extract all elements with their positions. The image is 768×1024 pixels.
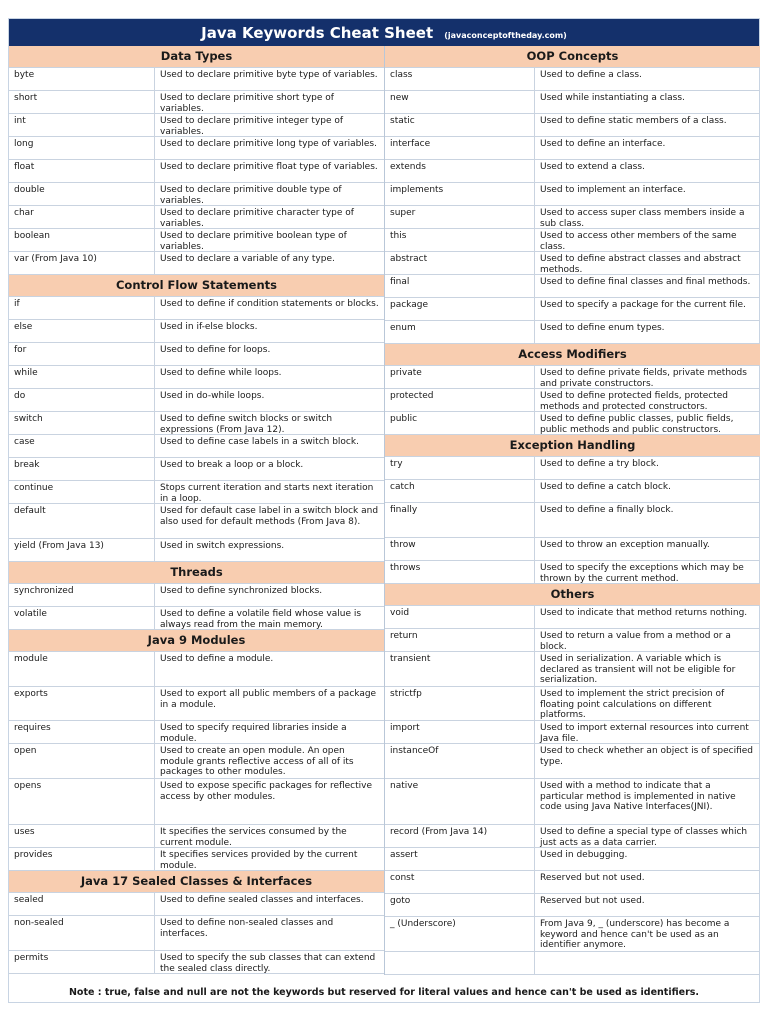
keyword-row-short: [9, 91, 384, 114]
keyword-row-switch: [9, 412, 384, 435]
description-cell: Used to define static members of a class.: [540, 116, 727, 126]
keyword-cell: instanceOf: [385, 744, 535, 778]
keyword-cell: return: [385, 629, 535, 651]
description-cell: Used to define public classes, public fields, public methods and public constructors.: [540, 414, 734, 434]
description-cell: Used to access other members of the same class.: [540, 231, 737, 251]
keyword-row-else: [9, 320, 384, 343]
description-cell: Stops current iteration and starts next iteration in a loop.: [160, 483, 374, 503]
section-header-access-modifiers: Access Modifiers: [385, 344, 760, 366]
keyword-cell: public: [385, 412, 535, 434]
keyword-row-assert: [385, 848, 760, 871]
description-cell: Used to define a catch block.: [540, 482, 671, 492]
description-cell: Reserved but not used.: [540, 896, 645, 906]
keyword-cell: protected: [385, 389, 535, 411]
keyword-cell: open: [9, 744, 155, 778]
keyword-row-interface: [385, 137, 760, 160]
description-cell: Used to declare primitive long type of variables.: [160, 139, 377, 149]
description-cell: Used to specify the sub classes that can extend the sealed class directly.: [160, 953, 376, 973]
keyword-row-break: [9, 458, 384, 481]
keyword-cell: final: [385, 275, 535, 297]
keyword-cell: native: [385, 779, 535, 824]
keyword-cell: transient: [385, 652, 535, 686]
keyword-row-boolean: [9, 229, 384, 252]
footer-note: Note : true, false and null are not the keywords but reserved for literal values and hence can't be used as identifiers.: [68, 987, 700, 998]
description-cell: Used to define enum types.: [540, 323, 665, 333]
keyword-row-final: [385, 275, 760, 298]
keyword-cell: uses: [9, 825, 155, 847]
keyword-cell: implements: [385, 183, 535, 205]
keyword-row-float: [9, 160, 384, 183]
section-header-others: Others: [385, 584, 760, 606]
description-cell: Used to check whether an object is of specified type.: [540, 746, 753, 767]
keyword-row-long: [9, 137, 384, 160]
keyword-row-import: [385, 721, 760, 744]
description-cell: Used to define private fields, private methods and private constructors.: [540, 368, 747, 388]
keyword-cell: throw: [385, 538, 535, 560]
description-cell: From Java 9, _ (underscore) has become a keyword and hence can't be used as an identifier anymore.: [540, 919, 730, 950]
keyword-cell: requires: [9, 721, 155, 743]
keyword-cell: non-sealed: [9, 916, 155, 950]
keyword-row-finally: [385, 503, 760, 538]
keyword-cell: continue: [9, 481, 155, 503]
keyword-cell: permits: [9, 951, 155, 973]
keyword-row-strictfp: [385, 687, 760, 721]
left-column: [9, 46, 384, 974]
keyword-cell: record (From Java 14): [385, 825, 535, 847]
keyword-cell: boolean: [9, 229, 155, 251]
description-cell: Used to access super class members inside a sub class.: [540, 208, 745, 228]
description-cell: Used to define synchronized blocks.: [160, 586, 323, 596]
keyword-row-package: [385, 298, 760, 321]
section-header-data-types: Data Types: [9, 46, 384, 68]
keyword-cell: default: [9, 504, 155, 538]
description-cell: Used to define non-sealed classes and interfaces.: [160, 918, 334, 939]
description-cell: Used while instantiating a class.: [540, 93, 685, 103]
keyword-row-extends: [385, 160, 760, 183]
description-cell: Used to specify a package for the current file.: [540, 300, 746, 310]
keyword-cell: try: [385, 457, 535, 479]
section-header-control-flow-statements: Control Flow Statements: [9, 275, 384, 297]
keyword-row-transient: [385, 652, 760, 687]
keyword-row-module: [9, 652, 384, 687]
description-cell: Used to define a try block.: [540, 459, 659, 469]
keyword-row-provides: [9, 848, 384, 871]
keyword-cell: do: [9, 389, 155, 411]
keyword-cell: void: [385, 606, 535, 628]
keyword-row-new: [385, 91, 760, 114]
keyword-row-default: [9, 504, 384, 539]
description-cell: Used to define switch blocks or switch expressions (From Java 12).: [160, 414, 333, 434]
description-cell: Used to export all public members of a package in a module.: [160, 689, 377, 710]
description-cell: Used in serialization. A variable which is declared as transient will not be eligible for serialization.: [540, 654, 736, 685]
keyword-row-record-from-java-14: [385, 825, 760, 848]
keyword-cell: import: [385, 721, 535, 743]
keyword-row-implements: [385, 183, 760, 206]
description-cell: Used to import external resources into current Java file.: [540, 723, 749, 743]
keyword-row-private: [385, 366, 760, 389]
keyword-cell: strictfp: [385, 687, 535, 720]
description-cell: Used to throw an exception manually.: [540, 540, 710, 550]
keyword-cell: new: [385, 91, 535, 113]
section-header-threads: Threads: [9, 562, 384, 584]
description-cell: Used to define case labels in a switch block.: [160, 437, 359, 447]
keyword-row-while: [9, 366, 384, 389]
keyword-row-void: [385, 606, 760, 629]
description-cell: Used to define final classes and final methods.: [540, 277, 751, 287]
description-cell: Used to define a class.: [540, 70, 642, 80]
description-cell: Used in if-else blocks.: [160, 322, 258, 332]
keyword-cell: sealed: [9, 893, 155, 915]
keyword-cell: package: [385, 298, 535, 320]
description-cell: Used to specify the exceptions which may be thrown by the current method.: [540, 563, 744, 583]
keyword-cell: extends: [385, 160, 535, 182]
keyword-cell: throws: [385, 561, 535, 583]
page-header: [9, 19, 759, 46]
keyword-row-byte: [9, 68, 384, 91]
keyword-row-case: [9, 435, 384, 458]
keyword-row-super: [385, 206, 760, 229]
description-cell: Used to expose specific packages for reflective access by other modules.: [160, 781, 373, 802]
keyword-row-blank: [385, 952, 760, 975]
keyword-row-catch: [385, 480, 760, 503]
keyword-row-opens: [9, 779, 384, 825]
description-cell: Used to define a special type of classes which just acts as a data carrier.: [540, 827, 748, 847]
keyword-row-uses: [9, 825, 384, 848]
keyword-cell: const: [385, 871, 535, 893]
keyword-cell: short: [9, 91, 155, 113]
keyword-row-non-sealed: [9, 916, 384, 951]
description-cell: Used to define if condition statements or blocks.: [160, 299, 379, 309]
keyword-row-protected: [385, 389, 760, 412]
description-cell: [535, 952, 760, 974]
keyword-cell: case: [9, 435, 155, 457]
description-cell: Used in debugging.: [540, 850, 628, 860]
keyword-row-const: [385, 871, 760, 894]
keyword-cell: enum: [385, 321, 535, 343]
keyword-cell: provides: [9, 848, 155, 870]
keyword-cell: static: [385, 114, 535, 136]
keyword-cell: long: [9, 137, 155, 159]
description-cell: Used in do-while loops.: [160, 391, 265, 401]
description-cell: It specifies services provided by the current module.: [160, 850, 358, 870]
keyword-cell: break: [9, 458, 155, 480]
keyword-row-if: [9, 297, 384, 320]
keyword-row-public: [385, 412, 760, 435]
description-cell: Used for default case label in a switch block and also used for default methods (From Java 8).: [160, 506, 379, 527]
keyword-row-char: [9, 206, 384, 229]
keyword-cell: [385, 952, 535, 974]
keyword-cell: switch: [9, 412, 155, 434]
right-column: [384, 46, 760, 975]
description-cell: Used to break a loop or a block.: [160, 460, 304, 470]
description-cell: Used to define sealed classes and interfaces.: [160, 895, 364, 905]
keyword-cell: class: [385, 68, 535, 90]
description-cell: Used to define an interface.: [540, 139, 666, 149]
keyword-cell: interface: [385, 137, 535, 159]
keyword-cell: finally: [385, 503, 535, 537]
description-cell: Used to extend a class.: [540, 162, 645, 172]
keyword-cell: super: [385, 206, 535, 228]
description-cell: Used with a method to indicate that a particular method is implemented in native code using Java Native Interfaces(JNI).: [540, 781, 736, 812]
description-cell: Used to define a module.: [160, 654, 274, 664]
section-header-oop-concepts: OOP Concepts: [385, 46, 760, 68]
description-cell: Used to declare primitive boolean type of variables.: [160, 231, 347, 251]
description-cell: Used to indicate that method returns nothing.: [540, 608, 748, 618]
description-cell: Used to declare primitive short type of variables.: [160, 93, 334, 113]
page-title: Java Keywords Cheat Sheet: [201, 24, 434, 42]
keyword-cell: goto: [385, 894, 535, 916]
keyword-row-throws: [385, 561, 760, 584]
description-cell: Used to define a volatile field whose value is always read from the main memory.: [160, 609, 362, 629]
keyword-row-synchronized: [9, 584, 384, 607]
keyword-row-return: [385, 629, 760, 652]
description-cell: Reserved but not used.: [540, 873, 645, 883]
keyword-cell: char: [9, 206, 155, 228]
keyword-cell: else: [9, 320, 155, 342]
keyword-row-goto: [385, 894, 760, 917]
keyword-row-var-from-java-10: [9, 252, 384, 275]
keyword-cell: catch: [385, 480, 535, 502]
keyword-cell: module: [9, 652, 155, 686]
keyword-row-throw: [385, 538, 760, 561]
description-cell: Used in switch expressions.: [160, 541, 285, 551]
keyword-row-yield-from-java-13: [9, 539, 384, 562]
description-cell: Used to define protected fields, protected methods and protected constructors.: [540, 391, 729, 411]
keyword-cell: volatile: [9, 607, 155, 629]
keyword-row-double: [9, 183, 384, 206]
keyword-row-do: [9, 389, 384, 412]
keyword-row-requires: [9, 721, 384, 744]
keyword-row-underscore: [385, 917, 760, 952]
keyword-row-instanceof: [385, 744, 760, 779]
section-header-java-17-sealed-classes-interfaces: Java 17 Sealed Classes & Interfaces: [9, 871, 384, 893]
keyword-row-class: [385, 68, 760, 91]
section-header-exception-handling: Exception Handling: [385, 435, 760, 457]
keyword-cell: float: [9, 160, 155, 182]
keyword-row-abstract: [385, 252, 760, 275]
description-cell: Used to define for loops.: [160, 345, 271, 355]
keyword-cell: _ (Underscore): [385, 917, 535, 951]
keyword-cell: if: [9, 297, 155, 319]
keyword-cell: private: [385, 366, 535, 388]
description-cell: Used to implement an interface.: [540, 185, 686, 195]
keyword-row-enum: [385, 321, 760, 344]
keyword-cell: int: [9, 114, 155, 136]
description-cell: Used to create an open module. An open module grants reflective access of all of its packages to other modules.: [160, 746, 354, 777]
keyword-row-int: [9, 114, 384, 137]
keyword-row-exports: [9, 687, 384, 721]
keyword-row-continue: [9, 481, 384, 504]
description-cell: Used to return a value from a method or a block.: [540, 631, 731, 651]
description-cell: Used to declare primitive float type of variables.: [160, 162, 378, 172]
description-cell: Used to specify required libraries inside a module.: [160, 723, 347, 743]
description-cell: It specifies the services consumed by the current module.: [160, 827, 347, 847]
description-cell: Used to declare a variable of any type.: [160, 254, 335, 264]
keyword-row-sealed: [9, 893, 384, 916]
description-cell: Used to declare primitive byte type of variables.: [160, 70, 378, 80]
keyword-cell: exports: [9, 687, 155, 720]
description-cell: Used to declare primitive character type of variables.: [160, 208, 354, 228]
keyword-row-try: [385, 457, 760, 480]
keyword-cell: double: [9, 183, 155, 205]
description-cell: Used to implement the strict precision of floating point calculations on different platforms.: [540, 689, 725, 720]
keyword-cell: for: [9, 343, 155, 365]
section-header-java-9-modules: Java 9 Modules: [9, 630, 384, 652]
keyword-cell: this: [385, 229, 535, 251]
keyword-cell: opens: [9, 779, 155, 824]
description-cell: Used to define while loops.: [160, 368, 282, 378]
keyword-row-this: [385, 229, 760, 252]
keyword-cell: var (From Java 10): [9, 252, 155, 274]
keyword-row-static: [385, 114, 760, 137]
keyword-cell: while: [9, 366, 155, 388]
keyword-row-volatile: [9, 607, 384, 630]
description-cell: Used to declare primitive double type of variables.: [160, 185, 342, 205]
page-source: (javaconceptoftheday.com): [444, 31, 567, 40]
keyword-cell: byte: [9, 68, 155, 90]
description-cell: Used to declare primitive integer type of variables.: [160, 116, 344, 136]
description-cell: Used to define abstract classes and abstract methods.: [540, 254, 741, 274]
keyword-row-open: [9, 744, 384, 779]
keyword-cell: yield (From Java 13): [9, 539, 155, 561]
description-cell: Used to define a finally block.: [540, 505, 674, 515]
keyword-row-native: [385, 779, 760, 825]
keyword-row-permits: [9, 951, 384, 974]
keyword-cell: synchronized: [9, 584, 155, 606]
keyword-cell: assert: [385, 848, 535, 870]
keyword-cell: abstract: [385, 252, 535, 274]
keyword-row-for: [9, 343, 384, 366]
